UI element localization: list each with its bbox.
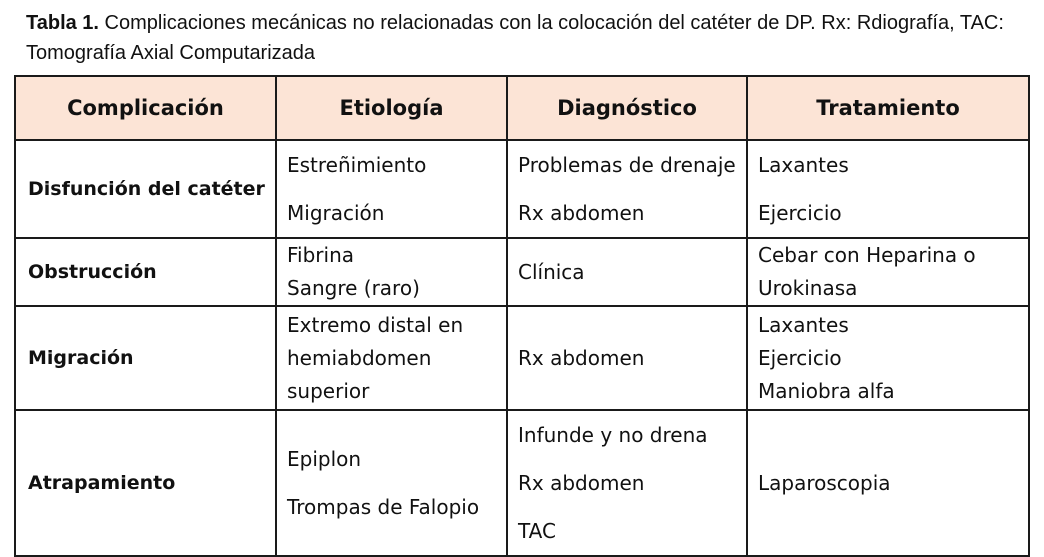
cell-tratamiento	[747, 140, 1029, 238]
table-row	[15, 306, 1029, 410]
cell-line: Rx abdomen	[518, 471, 645, 495]
cell-line: Ejercicio	[758, 345, 842, 370]
caption-label: Tabla 1.	[26, 12, 99, 34]
cell-line: Epiplon	[287, 447, 362, 471]
header-row	[15, 76, 1029, 140]
cell-complicacion: Atrapamiento	[15, 410, 276, 556]
caption-text: Complicaciones mecánicas no relacionadas con la colocación del catéter de DP. Rx: Rdiografía, TAC: Tomografía Axial Computarizada	[26, 12, 1004, 64]
cell-line: Laxantes	[758, 153, 849, 177]
cell-tratamiento	[747, 238, 1029, 306]
cell-line: Urokinasa	[758, 276, 858, 300]
cell-line: Sangre (raro)	[287, 276, 420, 300]
cell-etiologia	[276, 306, 507, 410]
header-diagnostico: Diagnóstico	[507, 76, 747, 140]
cell-etiologia	[276, 140, 507, 238]
cell-line: Clínica	[518, 259, 585, 284]
table-row	[15, 410, 1029, 556]
header-tratamiento: Tratamiento	[747, 76, 1029, 140]
cell-line: Migración	[287, 201, 385, 225]
cell-tratamiento	[747, 306, 1029, 410]
cell-line: Rx abdomen	[518, 201, 645, 225]
cell-line: Estreñimiento	[287, 153, 427, 177]
cell-tratamiento	[747, 410, 1029, 556]
cell-complicacion: Disfunción del catéter	[15, 140, 276, 238]
cell-etiologia	[276, 238, 507, 306]
cell-diagnostico	[507, 410, 747, 556]
cell-line: Maniobra alfa	[758, 378, 895, 403]
cell-line: Laxantes	[758, 312, 849, 337]
cell-line: Rx abdomen	[518, 345, 645, 370]
cell-line: Problemas de drenaje	[518, 153, 736, 177]
cell-complicacion: Obstrucción	[15, 238, 276, 306]
cell-diagnostico	[507, 306, 747, 410]
cell-line: Extremo distal en	[287, 312, 464, 337]
cell-line: Ejercicio	[758, 201, 842, 225]
cell-line: Fibrina	[287, 243, 355, 267]
complications-table	[14, 75, 1030, 557]
cell-line: superior	[287, 378, 370, 403]
cell-etiologia	[276, 410, 507, 556]
cell-line: Cebar con Heparina o	[758, 243, 976, 267]
cell-line: Laparoscopia	[758, 471, 891, 495]
cell-line: Trompas de Falopio	[287, 495, 480, 519]
cell-line: Infunde y no drena	[518, 423, 708, 447]
cell-line: hemiabdomen	[287, 345, 432, 370]
cell-diagnostico	[507, 140, 747, 238]
header-etiologia: Etiología	[276, 76, 507, 140]
table-row	[15, 140, 1029, 238]
header-complicacion: Complicación	[15, 76, 276, 140]
cell-diagnostico	[507, 238, 747, 306]
cell-complicacion: Migración	[15, 306, 276, 410]
table-row	[15, 238, 1029, 306]
cell-line: TAC	[518, 519, 556, 543]
table-caption	[26, 8, 1026, 68]
